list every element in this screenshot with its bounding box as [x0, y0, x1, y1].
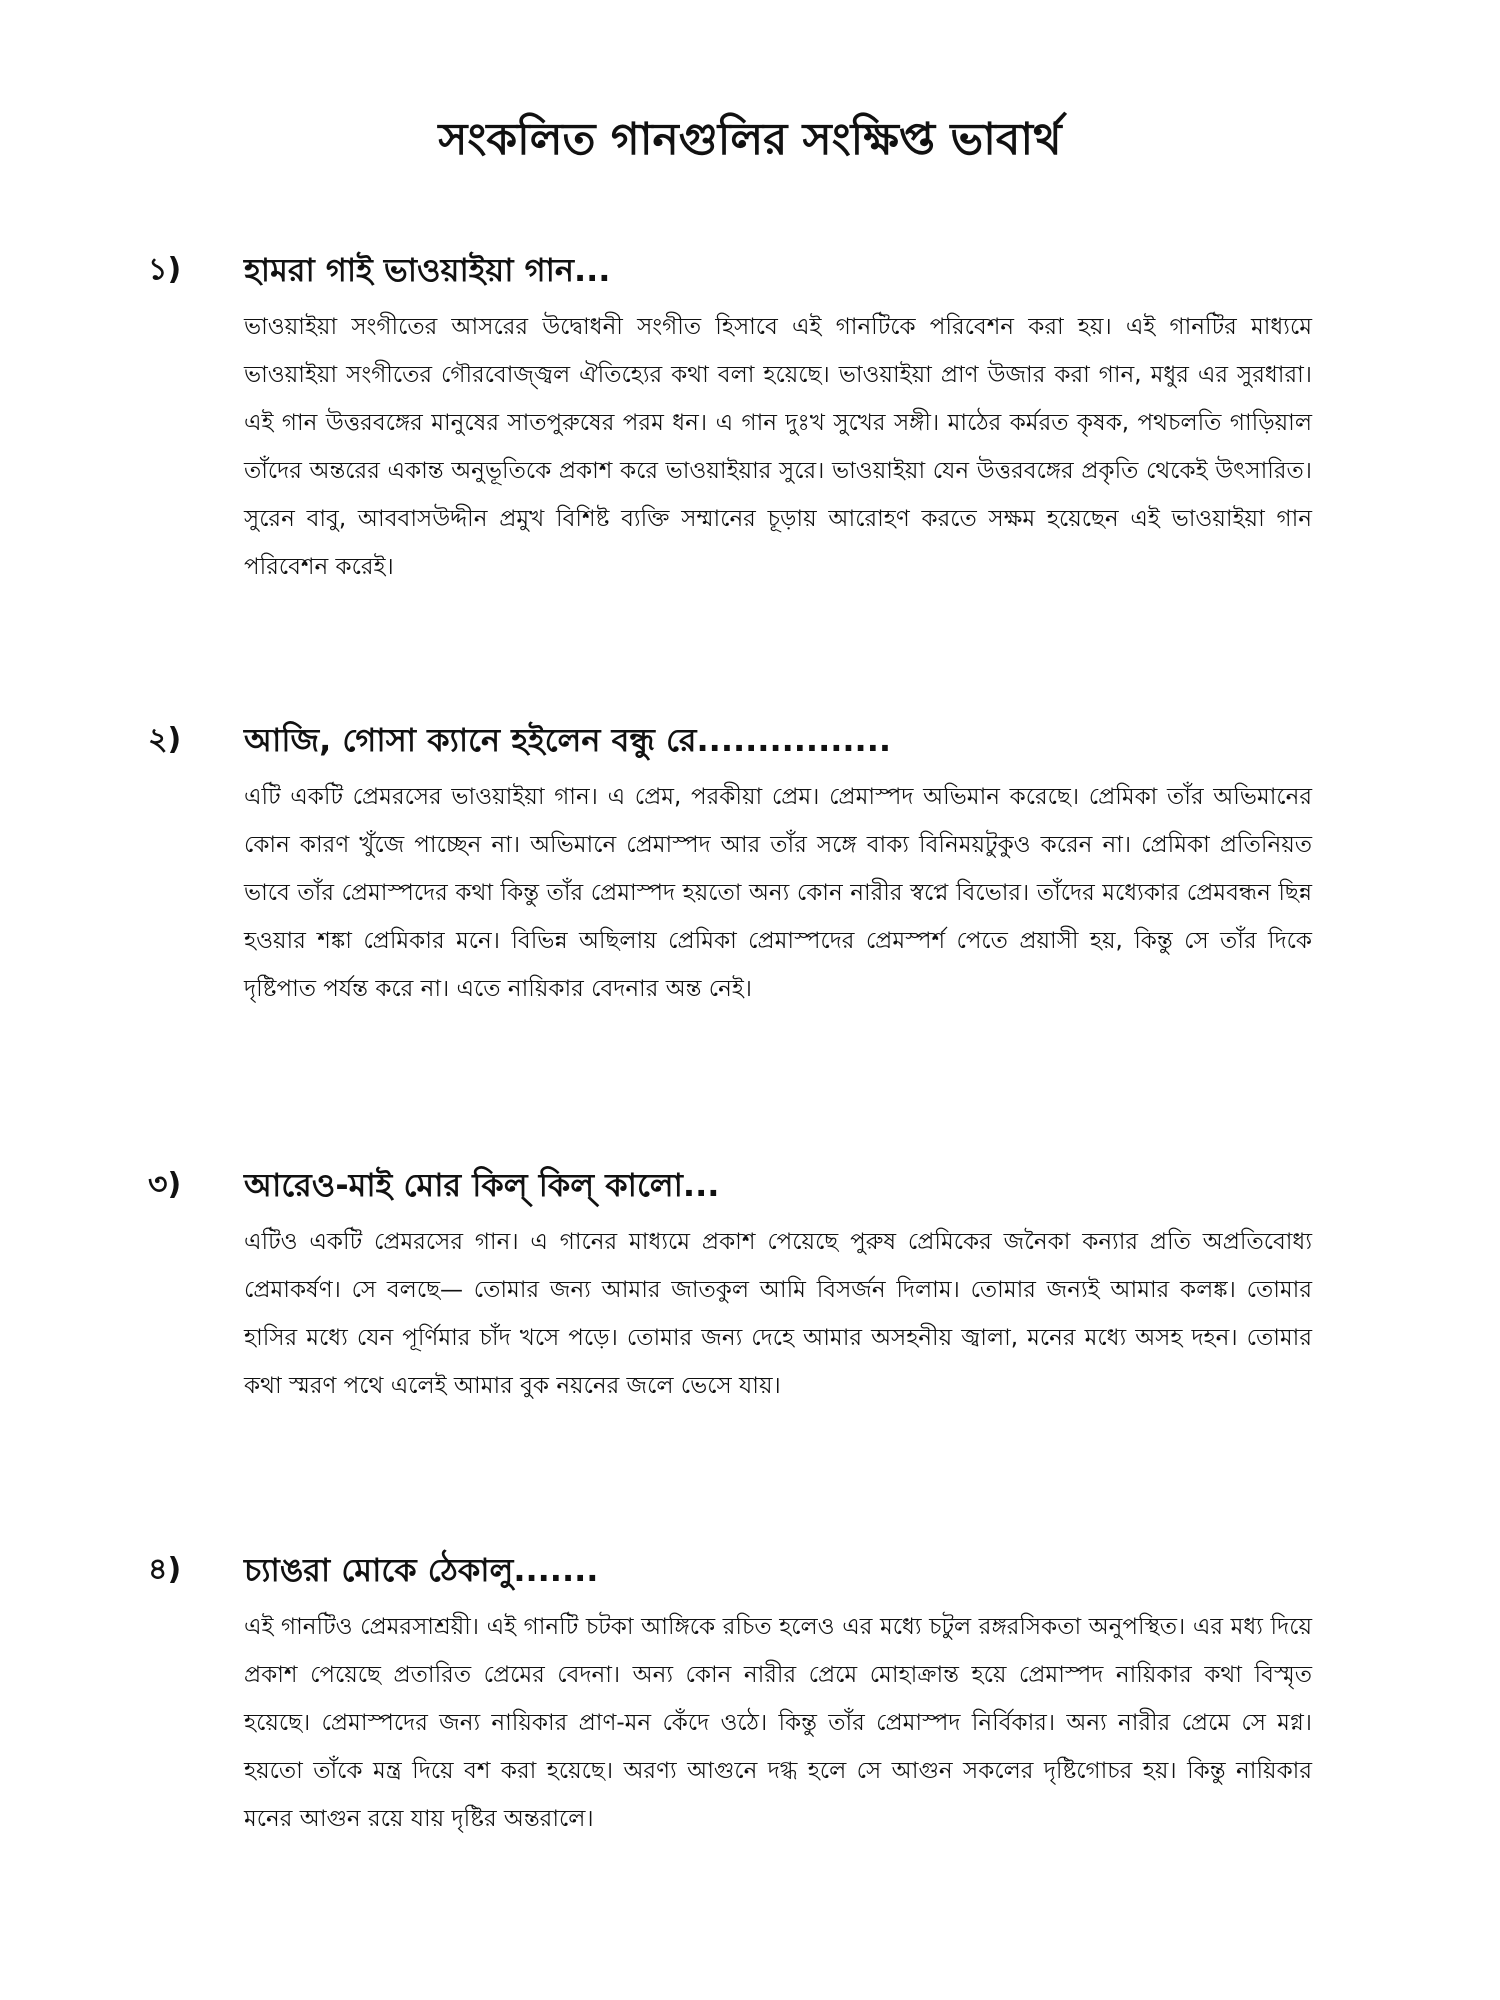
page-title: সংকলিত গানগুলির সংক্ষিপ্ত ভাবার্থ — [438, 114, 1062, 165]
section-number: ৩) — [148, 1167, 182, 1202]
section-number: ১) — [148, 252, 182, 287]
section-body: এটিও একটি প্রেমরসের গান। এ গানের মাধ্যমে প্রকাশ পেয়েছে পুরুষ প্রেমিকের জনৈকা কন্যার প্রতি অপ্রতিবোধ্য প্রেমাকর্ষণ। সে বলছে— তোমার জন্য আমার জাতকুল আমি বিসর্জন দিলাম। তোমার জন্যই আমার কলঙ্ক। তোমার হাসির মধ্যে যেন পূর্ণিমার চাঁদ খসে পড়ে। তোমার জন্য দেহে আমার অসহনীয় জ্বালা, মনের মধ্যে অসহ দহন। তোমার কথা স্মরণ পথে এলেই আমার বুক নয়নের জলে ভেসে যায়। — [244, 1229, 1312, 1399]
section-heading: চ্যাঙরা মোকে ঠেকালু....... — [244, 1551, 599, 1589]
section-heading: আরেও-মাই মোর কিল্ কিল্ কালো... — [244, 1166, 720, 1204]
section-number: ৪) — [148, 1552, 182, 1587]
section-body: ভাওয়াইয়া সংগীতের আসরের উদ্বোধনী সংগীত হিসাবে এই গানটিকে পরিবেশন করা হয়। এই গানটির মাধ্যমে ভাওয়াইয়া সংগীতের গৌরবোজ্জ্বল ঐতিহ্যের কথা বলা হয়েছে। ভাওয়াইয়া প্রাণ উজার করা গান, মধুর এর সুরধারা। এই গান উত্তরবঙ্গের মানুষের সাতপুরুষের পরম ধন। এ গান দুঃখ সুখের সঙ্গী। মাঠের কর্মরত কৃষক, পথচলতি গাড়িয়াল তাঁদের অন্তরের একান্ত অনুভূতিকে প্রকাশ করে ভাওয়াইয়ার সুরে। ভাওয়াইয়া যেন উত্তরবঙ্গের প্রকৃতি থেকেই উৎসারিত। সুরেন বাবু, আববাসউদ্দীন প্রমুখ বিশিষ্ট ব্যক্তি সম্মানের চূড়ায় আরোহণ করতে সক্ষম হয়েছেন এই ভাওয়াইয়া গান পরিবেশন করেই। — [244, 314, 1312, 580]
section-body: এই গানটিও প্রেমরসাশ্রয়ী। এই গানটি চটকা আঙ্গিকে রচিত হলেও এর মধ্যে চটুল রঙ্গরসিকতা অনুপস্থিত। এর মধ্য দিয়ে প্রকাশ পেয়েছে প্রতারিত প্রেমের বেদনা। অন্য কোন নারীর প্রেমে মোহাক্রান্ত হয়ে প্রেমাস্পদ নায়িকার কথা বিস্মৃত হয়েছে। প্রেমাস্পদের জন্য নায়িকার প্রাণ-মন কেঁদে ওঠে। কিন্তু তাঁর প্রেমাস্পদ নির্বিকার। অন্য নারীর প্রেমে সে মগ্ন। হয়তো তাঁকে মন্ত্র দিয়ে বশ করা হয়েছে। অরণ্য আগুনে দগ্ধ হলে সে আগুন সকলের দৃষ্টিগোচর হয়। কিন্তু নায়িকার মনের আগুন রয়ে যায় দৃষ্টির অন্তরালে। — [244, 1614, 1312, 1832]
section-body: এটি একটি প্রেমরসের ভাওয়াইয়া গান। এ প্রেম, পরকীয়া প্রেম। প্রেমাস্পদ অভিমান করেছে। প্রেমিকা তাঁর অভিমানের কোন কারণ খুঁজে পাচ্ছেন না। অভিমানে প্রেমাস্পদ আর তাঁর সঙ্গে বাক্য বিনিময়টুকুও করেন না। প্রেমিকা প্রতিনিয়ত ভাবে তাঁর প্রেমাস্পদের কথা কিন্তু তাঁর প্রেমাস্পদ হয়তো অন্য কোন নারীর স্বপ্নে বিভোর। তাঁদের মধ্যেকার প্রেমবন্ধন ছিন্ন হওয়ার শঙ্কা প্রেমিকার মনে। বিভিন্ন অছিলায় প্রেমিকা প্রেমাস্পদের প্রেমস্পর্শ পেতে প্রয়াসী হয়, কিন্তু সে তাঁর দিকে দৃষ্টিপাত পর্যন্ত করে না। এতে নায়িকার বেদনার অন্ত নেই। — [244, 784, 1312, 1002]
section-heading: হামরা গাই ভাওয়াইয়া গান... — [244, 251, 611, 289]
section-number: ২) — [148, 722, 182, 757]
section-heading: আজি, গোসা ক্যানে হইলেন বন্ধু রে................ — [244, 721, 892, 759]
